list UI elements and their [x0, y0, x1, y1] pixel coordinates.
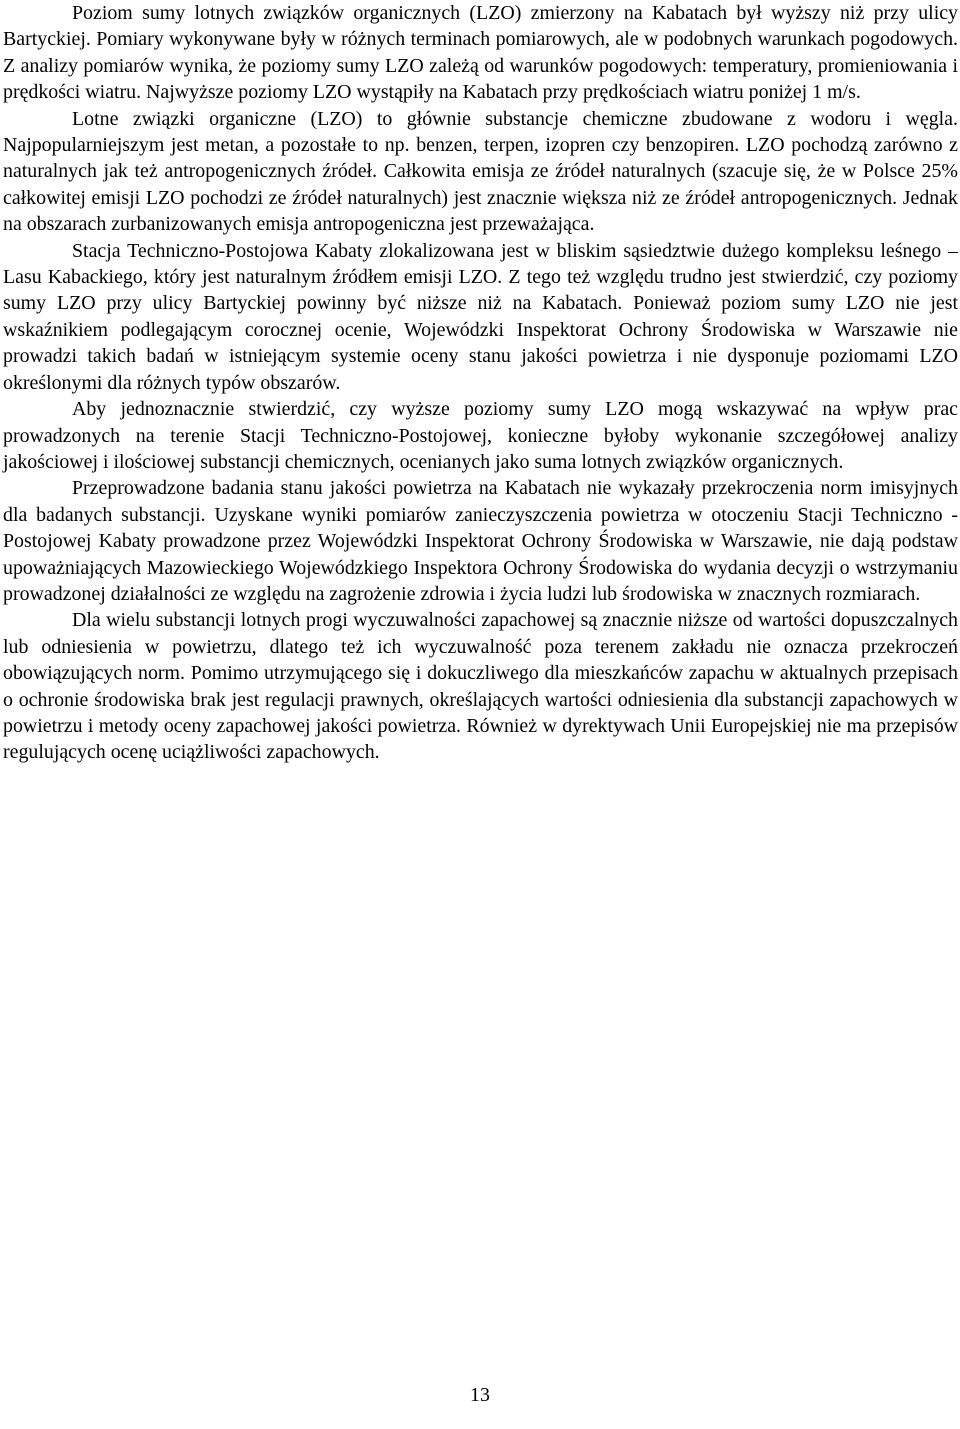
paragraph-lzo-levels: Poziom sumy lotnych związków organicznych (LZO) zmierzony na Kabatach był wyższy niż przy ulicy Bartyckiej. Pomiary wykonywane były w różnych terminach pomiarowych, ale w podobnych warunkach pogodowych. Z analizy pomiarów wynika, że poziomy sumy LZO zależą od warunków pogodowych: temperatury, promieniowania i prędkości wiatru. Najwyższe poziomy LZO wystąpiły na Kabatach przy prędkościach wiatru poniżej 1 m/s.: [3, 2, 958, 104]
paragraph-kabaty-station: Stacja Techniczno-Postojowa Kabaty zlokalizowana jest w bliskim sąsiedztwie dużego kompleksu leśnego – Lasu Kabackiego, który jest naturalnym źródłem emisji LZO. Z tego też względu trudno jest stwierdzić, czy poziomy sumy LZO przy ulicy Bartyckiej powinny być niższe niż na Kabatach. Ponieważ poziom sumy LZO nie jest wskaźnikiem podlegającym corocznej ocenie, Wojewódzki Inspektorat Ochrony Środowiska w Warszawie nie prowadzi takich badań w istniejącym systemie oceny stanu jakości powietrza i nie dysponuje poziomami LZO określonymi dla różnych typów obszarów.: [3, 239, 958, 394]
paragraph-air-quality-results: Przeprowadzone badania stanu jakości powietrza na Kabatach nie wykazały przekroczenia norm imisyjnych dla badanych substancji. Uzyskane wyniki pomiarów zanieczyszczenia powietrza w otoczeniu Stacji Techniczno - Postojowej Kabaty prowadzone przez Wojewódzki Inspektorat Ochrony Środowiska w Warszawie, nie dają podstaw upoważniających Mazowieckiego Wojewódzkiego Inspektora Ochrony Środowiska do wydania decyzji o wstrzymaniu prowadzonej działalności ze względu na zagrożenie zdrowia i życia ludzi lub środowiska w znacznych rozmiarach.: [3, 477, 958, 605]
paragraph-lzo-definition: Lotne związki organiczne (LZO) to głównie substancje chemiczne zbudowane z wodoru i węgla. Najpopularniejszym jest metan, a pozostałe to np. benzen, terpen, izopren czy benzopiren. LZO pochodzą zarówno z naturalnych jak też antropogenicznych źródeł. Całkowita emisja ze źródeł naturalnych (szacuje się, że w Polsce 25% całkowitej emisji LZO pochodzi ze źródeł naturalnych) jest znacznie większa niż ze źródeł antropogenicznych. Jednak na obszarach zurbanizowanych emisja antropogeniczna jest przeważająca.: [3, 107, 958, 236]
paragraph-analysis-needed: Aby jednoznacznie stwierdzić, czy wyższe poziomy sumy LZO mogą wskazywać na wpływ prac prowadzonych na terenie Stacji Techniczno-Postojowej, konieczne byłoby wykonanie szczegółowej analizy jakościowej i ilościowej substancji chemicznych, ocenianych jako suma lotnych związków organicznych.: [3, 398, 958, 473]
page-number: 13: [470, 1384, 490, 1406]
paragraph-odour-regulations: Dla wielu substancji lotnych progi wyczuwalności zapachowej są znacznie niższe od wartości dopuszczalnych lub odniesienia w powietrzu, dlatego też ich wyczuwalność poza terenem zakładu nie oznacza przekroczeń obowiązujących norm. Pomimo utrzymującego się i dokuczliwego dla mieszkańców zapachu w aktualnych przepisach o ochronie środowiska brak jest regulacji prawnych, określających wartości odniesienia dla substancji zapachowych w powietrzu i metody oceny zapachowej jakości powietrza. Również w dyrektywach Unii Europejskiej nie ma przepisów regulujących ocenę uciążliwości zapachowych.: [3, 609, 958, 764]
body-text: [3, 0, 958, 766]
